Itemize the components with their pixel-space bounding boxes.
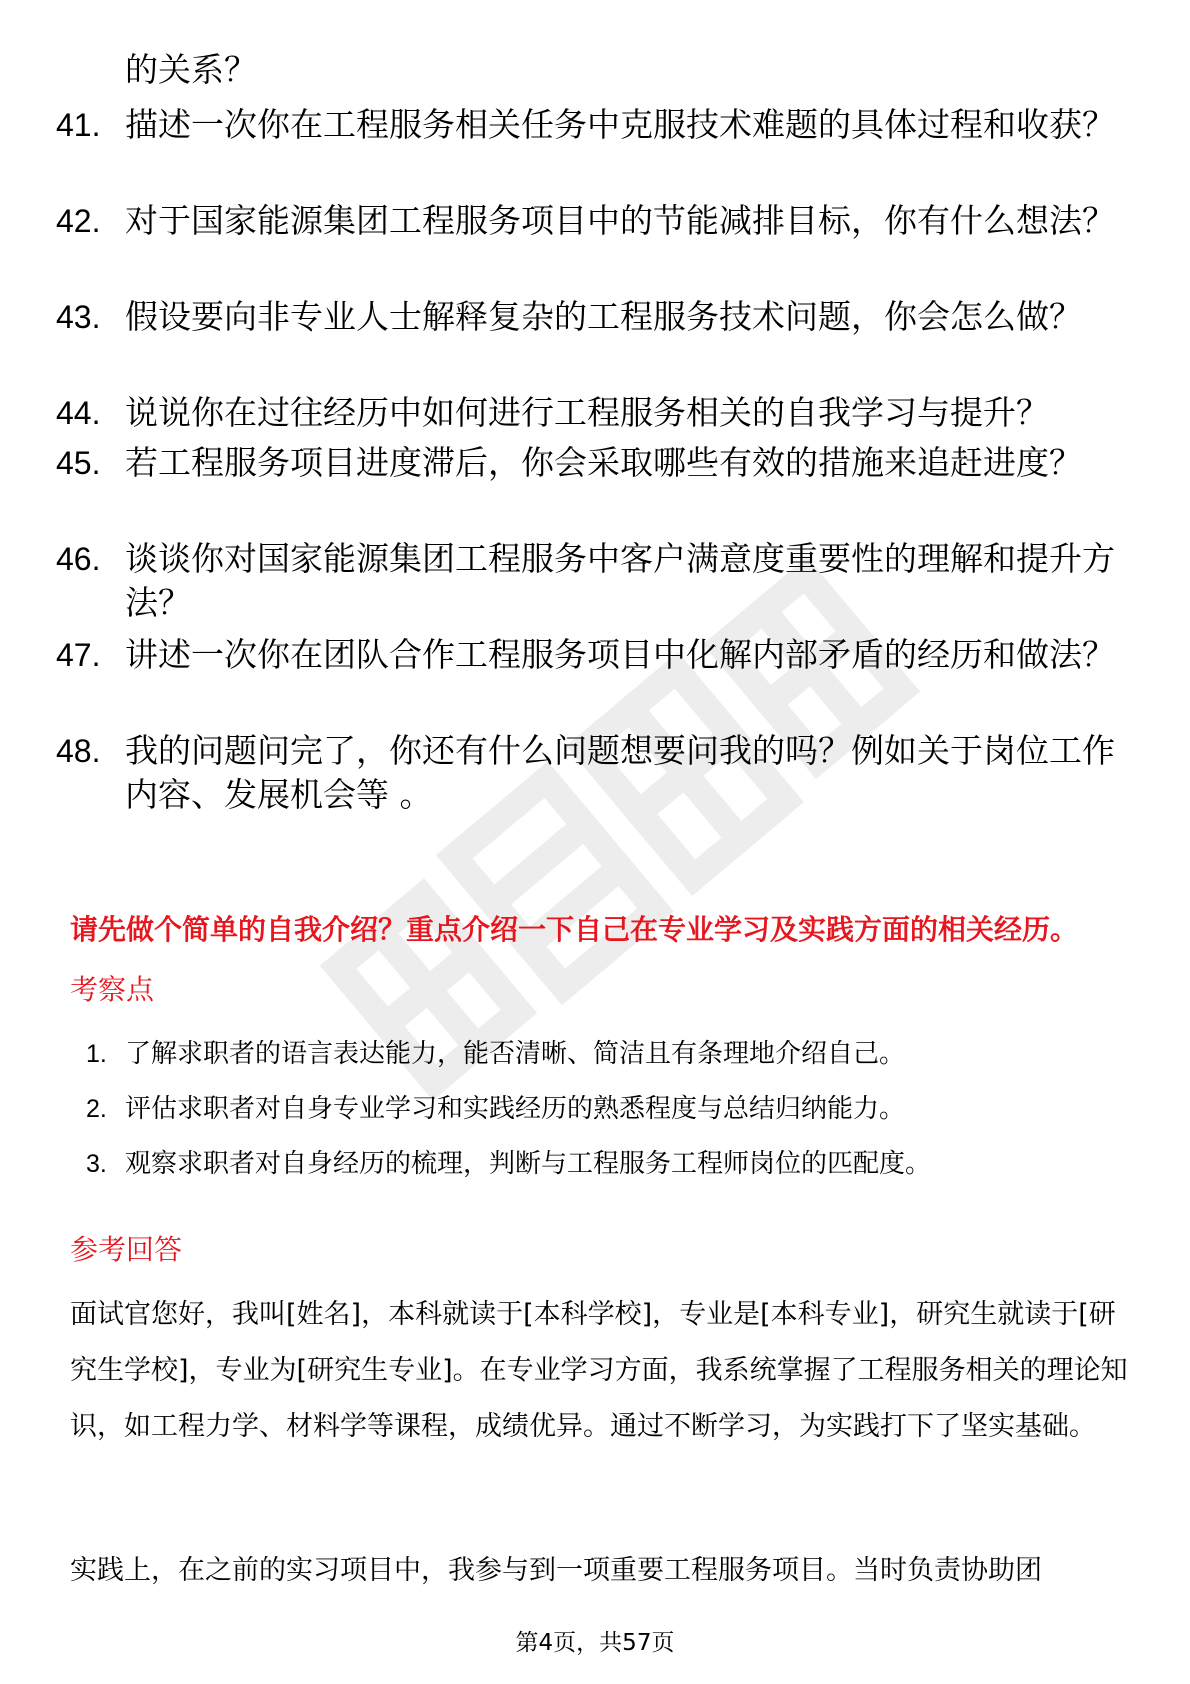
answer-label: 参考回答 [70,1233,183,1266]
point-text: 了解求职者的语言表达能力，能否清晰、简洁且有条理地介绍自己。 [125,1039,906,1069]
question-text: 谈谈你对国家能源集团工程服务中客户满意度重要性的理解和提升方法？ [125,539,1115,622]
question-number: 48. [56,733,101,769]
question-text: 假设要向非专业人士解释复杂的工程服务技术问题，你会怎么做？ [125,297,1082,336]
question-number: 47. [56,637,101,673]
question-number: 42. [56,203,101,239]
question-text: 若工程服务项目进度滞后，你会采取哪些有效的措施来追赶进度？ [125,443,1082,482]
answer-paragraph: 实践上，在之前的实习项目中，我参与到一项重要工程服务项目。当时负责协助团 [70,1555,1042,1586]
page-footer: 第4页，共57页 [515,1630,675,1656]
highlight-question: 请先做个简单的自我介绍？重点介绍一下自己在专业学习及实践方面的相关经历。 [70,913,1079,946]
points-label: 考察点 [70,973,155,1006]
question-text: 对于国家能源集团工程服务项目中的节能减排目标，你有什么想法？ [125,201,1115,240]
question-text: 我的问题问完了，你还有什么问题想要问我的吗？例如关于岗位工作内容、发展机会等 。 [125,731,1115,814]
question-number: 43. [56,299,101,335]
answer-paragraph: 面试官您好，我叫[姓名]，本科就读于[本科学校]，专业是[本科专业]，研究生就读于[研究生学校]，专业为[研究生专业]。在专业学习方面，我系统掌握了工程服务相关的理论知识，如工程力学、材料学等课程，成绩优异。通过不断学习，为实践打下了坚实基础。 [70,1299,1128,1442]
point-number: 3. [86,1150,107,1178]
question-text: 讲述一次你在团队合作工程服务项目中化解内部矛盾的经历和做法？ [125,635,1115,674]
question-number: 44. [56,395,101,431]
point-number: 1. [86,1040,107,1068]
question-text: 描述一次你在工程服务相关任务中克服技术难题的具体过程和收获？ [125,105,1115,144]
question-number: 46. [56,541,101,577]
question-text: 说说你在过往经历中如何进行工程服务相关的自我学习与提升？ [125,393,1049,432]
point-text: 观察求职者对自身经历的梳理，判断与工程服务工程师岗位的匹配度。 [125,1149,932,1179]
question-number: 41. [56,107,101,143]
question-continuation: 的关系？ [125,50,257,89]
question-number: 45. [56,445,101,481]
point-number: 2. [86,1095,107,1123]
point-text: 评估求职者对自身专业学习和实践经历的熟悉程度与总结归纳能力。 [125,1094,906,1124]
